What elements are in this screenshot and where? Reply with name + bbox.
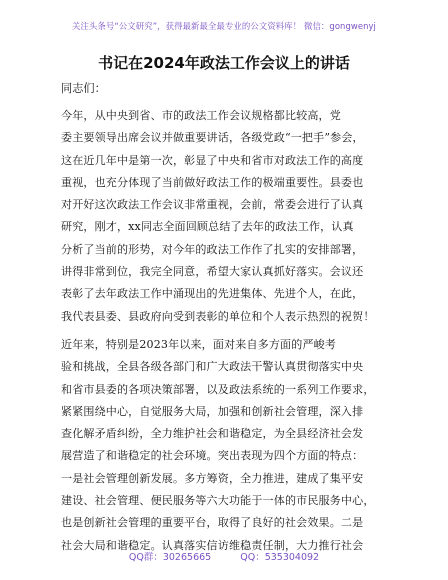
text-line: 一是社会管理创新发展。多方筹资，全力推进，建成了集平安: [61, 471, 364, 485]
text-line: 建设、社会管理、便民服务等六大功能于一体的市民服务中心，: [61, 494, 375, 508]
qq-group-number: QQ群：30265665: [128, 552, 212, 563]
text-line: 展营造了和谐稳定的社会环境。突出表现为四个方面的特点：: [61, 449, 364, 463]
text-line: 查化解矛盾纠纷，全力维护社会和谐稳定，为全县经济社会发: [61, 427, 364, 441]
text-line: 这在近几年中是第一次，彰显了中央和省市对政法工作的高度: [61, 153, 364, 167]
text-line: 对开好这次政法工作会议非常重视，会前，常委会进行了认真: [61, 198, 364, 212]
text-line: 社会大局和谐稳定。认真落实信访维稳责任制，大力推行社会: [61, 538, 364, 552]
text-line: 研究，刚才，xx同志全面回顾总结了去年的政法工作，认真: [61, 220, 354, 234]
page-header-banner: 关注头条号“公文研究”，获得最新最全最专业的公文资料库！ 微信：gongwenyj: [72, 21, 376, 31]
salutation: 同志们：: [61, 82, 106, 95]
text-line: 表彰了去年政法工作中涌现出的先进集体、先进个人，在此，: [61, 287, 364, 301]
text-line: 和省市县委的各项决策部署，以及政法系统的一系列工作要求，: [61, 382, 375, 396]
page-footer: [0, 549, 448, 563]
text-line: 分析了当前的形势，对今年的政法工作作了扎实的安排部署，: [61, 242, 364, 256]
text-line: 今年，从中央到省、市的政法工作会议规格都比较高，党: [61, 109, 341, 122]
text-line: 近年来，特别是2023年以来，面对来自多方面的严峻考: [61, 337, 337, 351]
text-line: 也是创新社会管理的重要平台，取得了良好的社会效果。二是: [61, 516, 364, 530]
text-line: 我代表县委、县政府向受到表彰的单位和个人表示热烈的祝贺！: [61, 309, 375, 323]
document-title: 书记在2024年政法工作会议上的讲话: [98, 54, 350, 72]
text-line: 委主要领导出席会议并做重要讲话，各级党政“一把手”参会，: [61, 131, 364, 145]
text-line: 重视，也充分体现了当前做好政法工作的极端重要性。县委也: [61, 175, 364, 189]
text-line: 验和挑战，全县各级各部门和广大政法干警认真贯彻落实中央: [61, 360, 364, 374]
document-body: [61, 105, 389, 557]
paragraph-1: [61, 105, 389, 328]
paragraph-2: [61, 334, 389, 557]
text-line: 紧紧围绕中心，自觉服务大局，加强和创新社会管理，深入排: [61, 404, 364, 418]
text-line: 讲得非常到位，我完全同意，希望大家认真抓好落实。会议还: [61, 265, 364, 279]
qq-number: QQ：535304092: [240, 552, 320, 563]
